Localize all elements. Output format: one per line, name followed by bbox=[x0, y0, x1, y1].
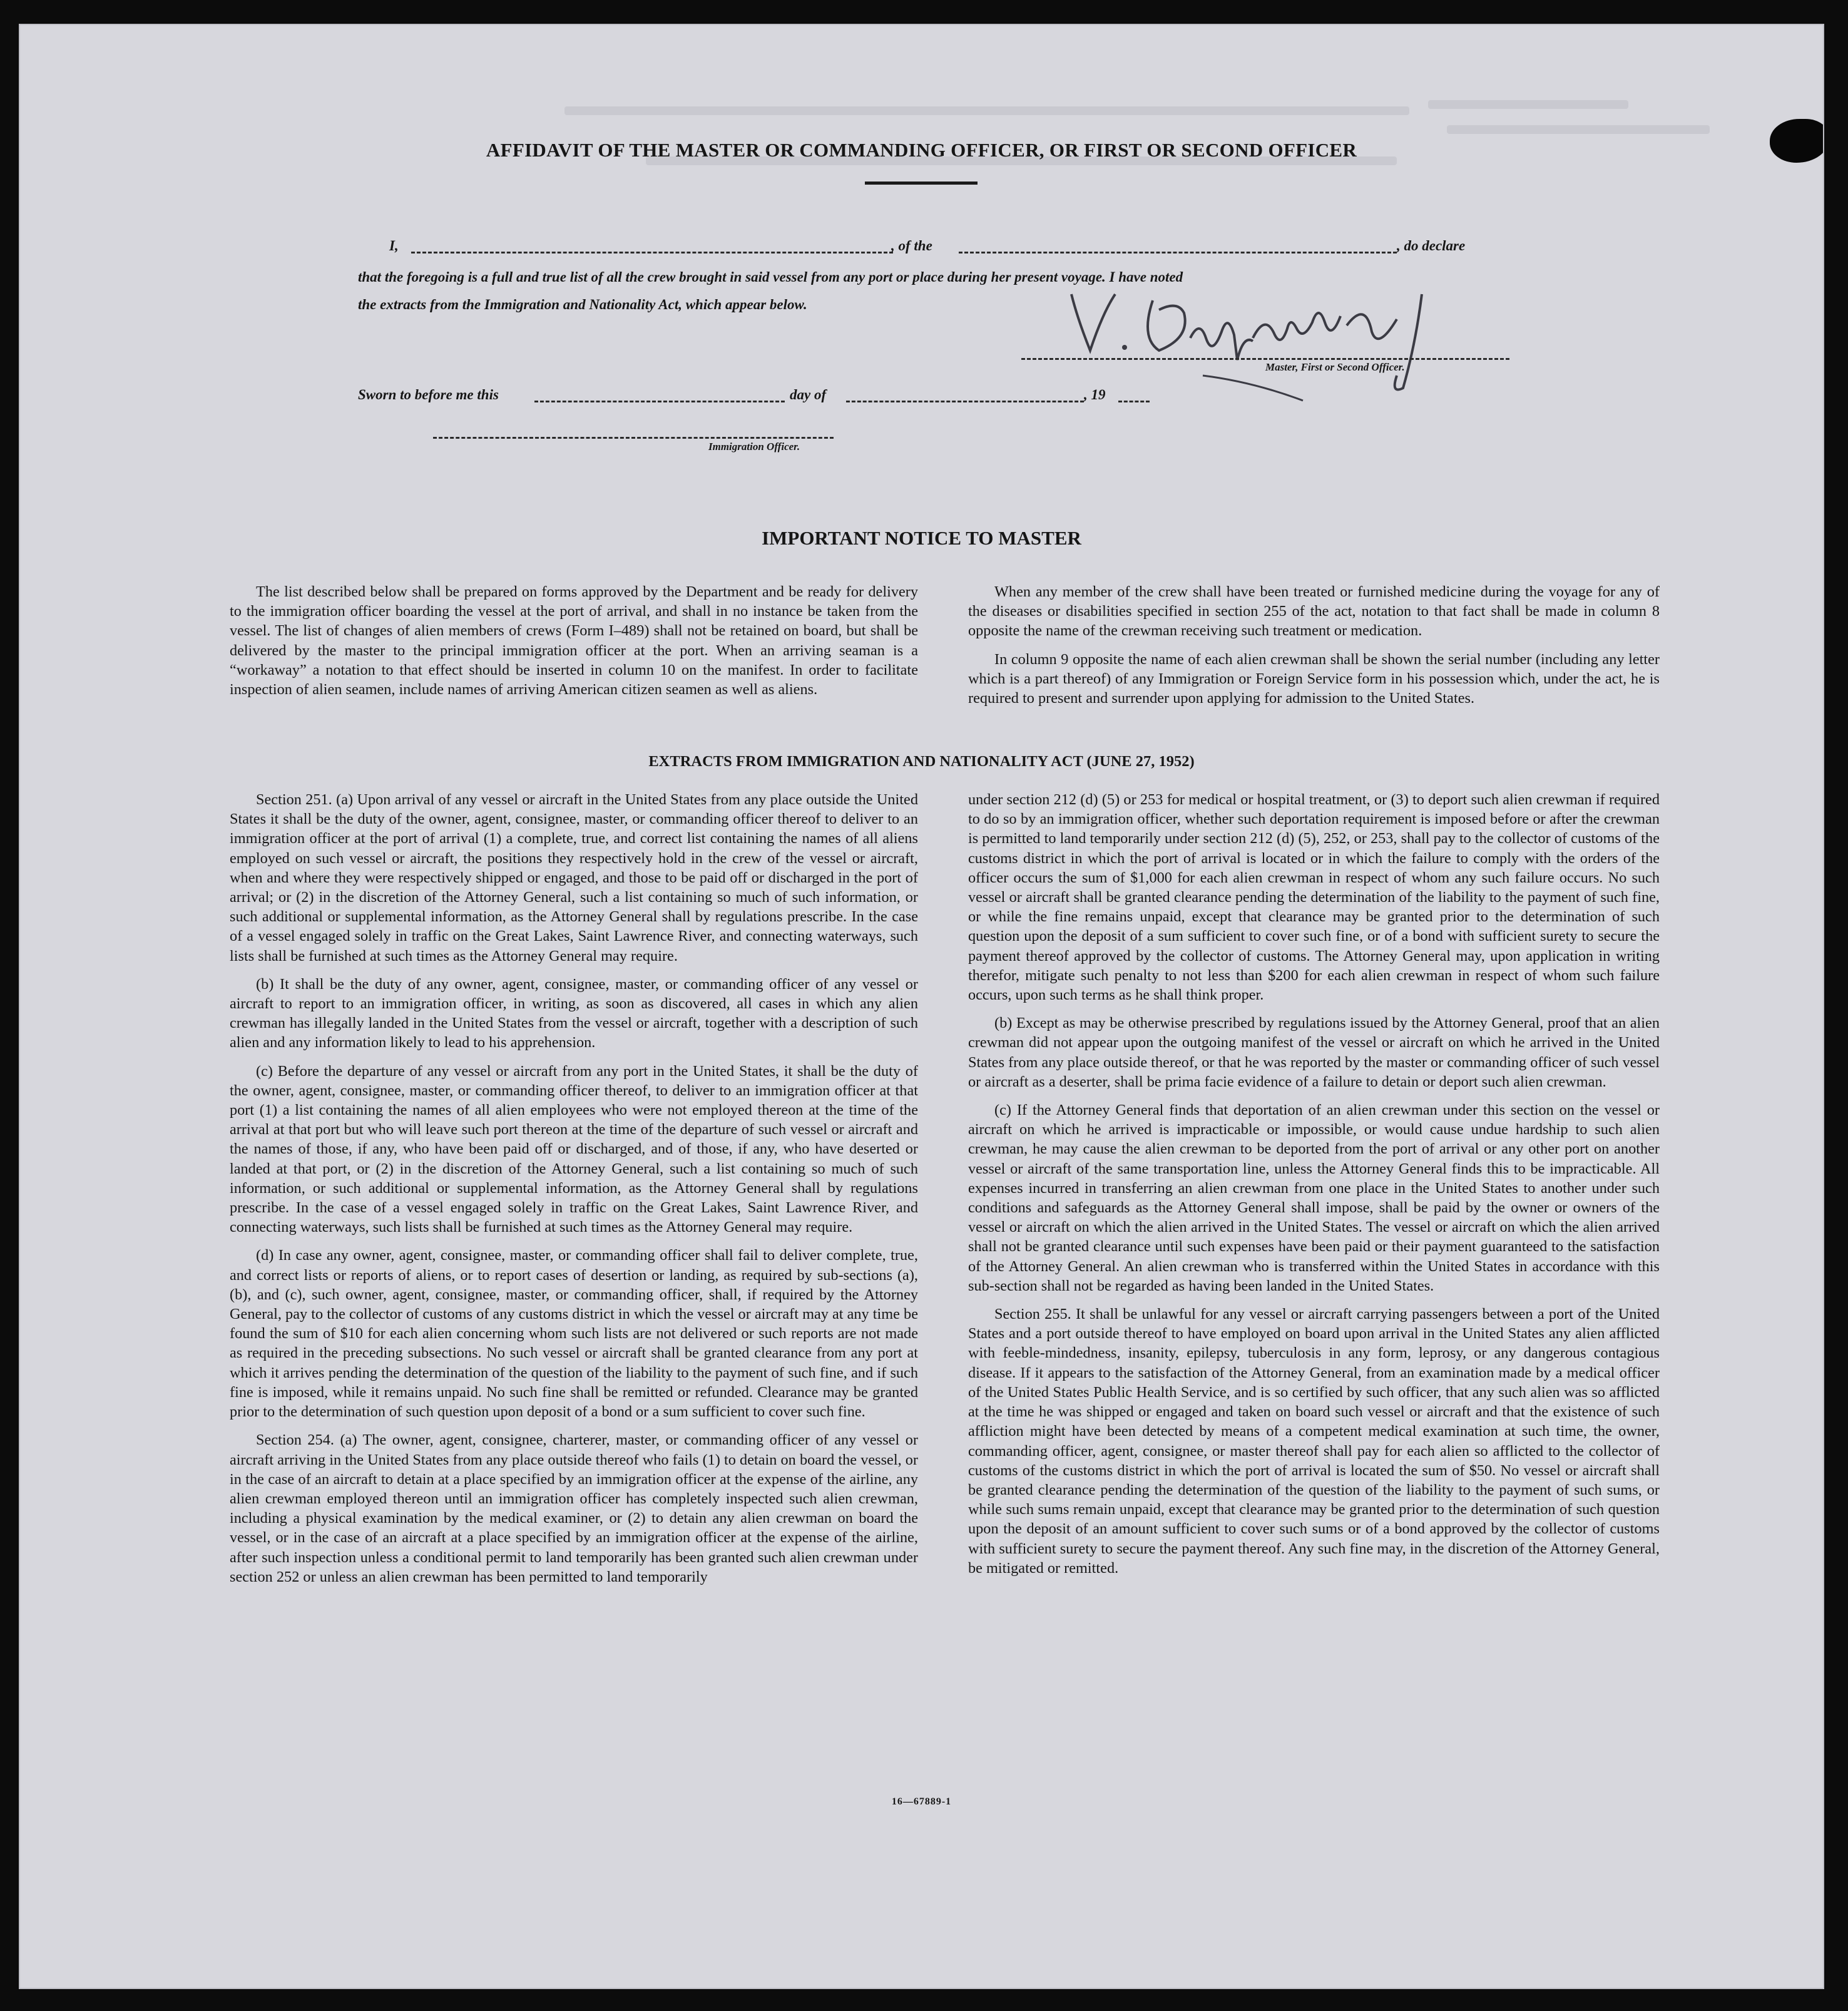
declarant-name-field[interactable] bbox=[411, 252, 893, 253]
notice-title: IMPORTANT NOTICE TO MASTER bbox=[762, 527, 1081, 549]
extracts-title: EXTRACTS FROM IMMIGRATION AND NATIONALITY ACT (JUNE 27, 1952) bbox=[648, 753, 1195, 770]
section-254-a-continued: under section 212 (d) (5) or 253 for medical or hospital treatment, or (3) to deport such alien crewman if required to do so by an immigration officer, whether such deportation requirement is imposed before or after the crewman is permitted to land temporarily under section 212 (d) (5), 252, or 253, shall pay to the collector of customs of the customs district in which the port of arrival is located or in which the failure to comply with the orders of the officer occurs the sum of $1,000 for each alien crewman in respect of whom any such failure occurs. No such vessel or aircraft shall be granted clearance pending the determination of the liability to the payment of such fine, or while the fine remains unpaid, except that clearance may be granted prior to the determination of such question upon the deposit of a sum sufficient to cover such fine, or of a bond with sufficient surety to secure the payment thereof approved by the collector of customs. The Attorney General may, upon application in writing therefor, mitigate such penalty to not less than $200 for each alien crewman in respect of whom such failure occurs, upon such terms as he shall think proper. bbox=[968, 791, 1660, 1004]
title-rule bbox=[865, 182, 978, 185]
section-255: Section 255. It shall be unlawful for any vessel or aircraft carrying passengers between a port of the United States and a port outside thereof to have employed on board upon arrival in the United States any alien afflicted with feeble-mindedness, insanity, epilepsy, tuberculosis in any form, leprosy, or any dangerous contagious disease. If it appears to the satisfaction of the Attorney General, from an examination made by a medical officer of the United States Public Health Service, and is so certified by such officer, that any such alien was so afflicted at the time he was shipped or engaged and taken on board such vessel or aircraft and that the existence of such affliction might have been detected by means of a competent medical examination at such time, the owner, commanding officer, agent, consignee, or master thereof shall pay for each alien so afflicted to the collector of customs of the customs district in which the port of arrival is located the sum of $50. No vessel or aircraft shall be granted clearance pending the determination of the question of the liability to the payment of such sums, or while such sums remain unpaid, except that clearance may be granted prior to the determination of such question upon the deposit of an amount sufficient to cover such sums or of a bond approved by the collector of customs with sufficient surety to secure the payment thereof. Any such fine may, in the discretion of the Attorney General, be mitigated or remitted. bbox=[968, 1306, 1660, 1577]
form-code: 16—67889-1 bbox=[891, 1796, 952, 1807]
extracts-left-column bbox=[230, 790, 918, 1595]
declarant-label: I, bbox=[389, 238, 399, 253]
section-254-b: (b) Except as may be otherwise prescribed by regulations issued by the Attorney General, proof that an alien crewman did not appear upon the outgoing manifest of the vessel or aircraft on which he arrived in the United States from any place outside thereof, or that he was reported by the master or commanding officer of such vessel or aircraft as a deserter, shall be prima facie evidence of a failure to detain or deport such alien crewman. bbox=[968, 1015, 1660, 1090]
sworn-label: Sworn to before me this bbox=[358, 387, 499, 402]
section-251-a: Section 251. (a) Upon arrival of any vessel or aircraft in the United States from any place outside the United States it shall be the duty of the owner, agent, consignee, master, or commanding officer thereof to deliver to an immigration officer at the port of arrival (1) a complete, true, and correct list containing the names of all aliens employed on such vessel or aircraft, the positions they respectively hold in the crew of the vessel or aircraft, when and where they were respectively shipped or engaged, and those to be paid off or discharged in the port of arrival; or (2) in the discretion of the Attorney General, such a list containing so much of such information, or such additional or supplemental information, as the Attorney General shall by regulations prescribe. In the case of a vessel engaged solely in traffic on the Great Lakes, Saint Lawrence River, and connecting waterways, such lists shall be furnished at such times as the Attorney General may require. bbox=[230, 791, 918, 965]
declaration-line: that the foregoing is a full and true list of all the crew brought in said vessel from any port or place during her present voyage. I have noted bbox=[358, 269, 1183, 285]
extracts-note-line: the extracts from the Immigration and Nationality Act, which appear below. bbox=[358, 297, 807, 312]
form-page bbox=[19, 24, 1824, 1989]
sworn-year-field[interactable] bbox=[1118, 401, 1150, 402]
do-declare-label: , do declare bbox=[1397, 238, 1466, 253]
sworn-month-field[interactable] bbox=[846, 401, 1084, 402]
notice-left-paragraph: The list described below shall be prepared on forms approved by the Department and be ready for delivery to the immigration officer boarding the vessel at the port of arrival, and shall in no instance be taken from the vessel. The list of changes of alien members of crews (Form I–489) shall not be retained on board, but shall be delivered by the master to the principal immigration officer at the port. When an arriving seaman is a “workaway” a notation to that effect should be inserted in column 10 on the manifest. In order to facilitate inspection of alien seamen, include names of arriving American citizen seamen as well as aliens. bbox=[230, 583, 918, 698]
notice-left-column bbox=[230, 582, 918, 708]
notice-right-column bbox=[968, 582, 1660, 717]
notice-right-paragraph-1: When any member of the crew shall have been treated or furnished medicine during the voyage for any of the diseases or disabilities specified in section 255 of the act, notation to that fact shall be made in column 8 opposite the name of the crewman receiving such treatment or medication. bbox=[968, 583, 1660, 640]
section-251-d: (d) In case any owner, agent, consignee, master, or commanding officer shall fail to deliver complete, true, and correct lists or reports of aliens, or to report cases of desertion or landing, as required by sub-sections (a), (b), and (c), such owner, agent, consignee, master, or commanding officer, shall, if required by the Attorney General, pay to the collector of customs of any customs district in which the vessel or aircraft may at any time be found the sum of $10 for each alien concerning whom such lists are not delivered or such reports are not made as required in the preceding subsections. No such vessel or aircraft shall be granted clearance from any port at which it arrives pending the determination of the question of the liability to the payment of such fine, and if such fine is imposed, while it remains unpaid. No such fine shall be remitted or refunded. Clearance may be granted prior to the determination of such question upon deposit of a bond or a sum sufficient to cover such fine. bbox=[230, 1247, 918, 1421]
day-of-label: day of bbox=[790, 387, 827, 402]
immigration-officer-line[interactable] bbox=[433, 437, 834, 439]
of-the-label: , of the bbox=[891, 238, 932, 253]
extracts-right-column bbox=[968, 790, 1660, 1587]
section-254-c: (c) If the Attorney General finds that deportation of an alien crewman under this section on the vessel or aircraft on which he arrived is impracticable or impossible, or would cause undue hardship to such alien crewman, he may cause the alien crewman to be deported from the port of arrival or any other port on another vessel or aircraft of the same transportation line, unless the Attorney General finds this to be impracticable. All expenses incurred in transferring an alien crewman from one place in the United States to another under such conditions and safeguards as the Attorney General shall impose, shall be paid by the owner or owners of the vessel or aircraft on which the alien arrived in the United States. The vessel or aircraft on which the alien arrived shall not be granted clearance until such expenses have been paid or their payment guaranteed to the satisfaction of the Attorney General. An alien crewman who is transferred within the United States in accordance with this sub-section shall not be regarded as having been landed in the United States. bbox=[968, 1102, 1660, 1294]
sworn-day-field[interactable] bbox=[534, 401, 785, 402]
section-254-a: Section 254. (a) The owner, agent, consignee, charterer, master, or commanding officer of any vessel or aircraft arriving in the United States from any place outside thereof who fails (1) to detain on board the vessel, or in the case of an aircraft to detain at a place specified by an immigration officer at the expense of the airline, any alien crewman employed thereon until an immigration officer has completely inspected such alien crewman, including a physical examination by the medical examiner, or (2) to detain any alien crewman on board the vessel, or in the case of an aircraft at a place specified by an immigration officer at the expense of the airline, after such inspection unless a conditional permit to land temporarily has been granted such alien crewman under section 252 or unless an alien crewman has been permitted to land temporarily bbox=[230, 1431, 918, 1585]
immigration-officer-label: Immigration Officer. bbox=[708, 441, 800, 453]
notice-right-paragraph-2: In column 9 opposite the name of each alien crewman shall be shown the serial number (including any letter which is a part thereof) of any Immigration or Foreign Service form in his possession which, under the act, he is required to present and surrender upon applying for admission to the United States. bbox=[968, 650, 1660, 707]
affidavit-title: AFFIDAVIT OF THE MASTER OR COMMANDING OFFICER, OR FIRST OR SECOND OFFICER bbox=[486, 139, 1357, 161]
year-prefix: , 19 bbox=[1084, 387, 1106, 402]
master-signature bbox=[996, 269, 1534, 413]
master-label: Master, First or Second Officer. bbox=[1265, 361, 1405, 373]
vessel-name-field[interactable] bbox=[959, 252, 1397, 253]
section-251-c: (c) Before the departure of any vessel or aircraft from any port in the United States, it shall be the duty of the owner, agent, consignee, master, or commanding officer thereof, to deliver to an immigration officer at that port (1) a list containing the names of all alien employees who were not employed thereon at the time of the arrival at that port but who will leave such port thereon at the time of the departure of such vessel or aircraft and the names of those, if any, who have been paid off or discharged, and of those, if any, who have deserted or landed at that port, or (2) in the discretion of the Attorney General, such a list containing so much of such information, or such additional or supplemental information, as the Attorney General shall by regulations prescribe. In the case of a vessel engaged solely in traffic on the Great Lakes, Saint Lawrence River, and connecting waterways, such lists shall be furnished at such times as the Attorney General may require. bbox=[230, 1062, 918, 1236]
section-251-b: (b) It shall be the duty of any owner, agent, consignee, master, or commanding officer of any vessel or aircraft to report to an immigration officer, in writing, as soon as discovered, all cases in which any alien crewman has illegally landed in the United States from the vessel or aircraft, together with a description of such alien and any information likely to lead to his apprehension. bbox=[230, 975, 918, 1052]
signature-line[interactable] bbox=[1021, 358, 1509, 360]
